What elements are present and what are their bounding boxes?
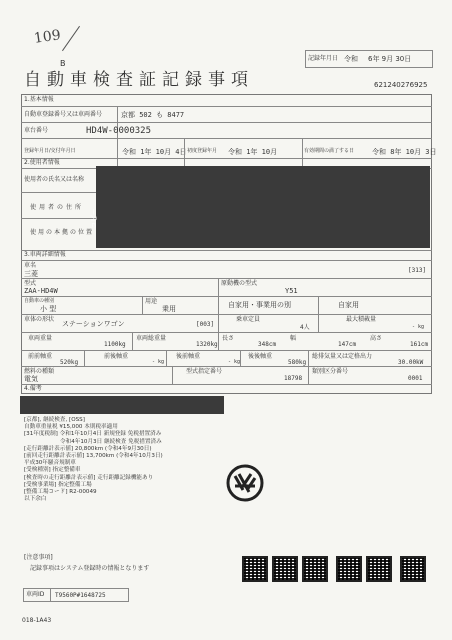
capacity-value: 4人 bbox=[300, 324, 310, 331]
first-registration-label: 初度登録年月 bbox=[187, 148, 218, 154]
registration-date-value: 令和 1年 10月 4日 bbox=[122, 148, 187, 156]
owner-info-redaction bbox=[96, 166, 430, 248]
vehicle-weight-value: 1100kg bbox=[104, 341, 126, 348]
front-axle-value: 520kg bbox=[60, 359, 79, 366]
remark-line: 令和4年10月3日 継続検査 免税措置済み bbox=[60, 438, 162, 445]
expiry-value: 令和 8年 10月 3日 bbox=[372, 148, 437, 156]
engine-label: 原動機の型式 bbox=[221, 280, 258, 287]
body-shape-code: [003] bbox=[196, 321, 215, 328]
displacement-label: 総排気量又は定格出力 bbox=[312, 353, 373, 360]
pen-stroke bbox=[62, 26, 80, 51]
qr-code-icon bbox=[336, 556, 362, 582]
capacity-label: 乗車定員 bbox=[236, 316, 261, 323]
rear-axle-label: 後後軸重 bbox=[248, 353, 273, 360]
model-value: ZAA-HD4W bbox=[24, 287, 58, 295]
remark-line: [京都], 継続検査, [OSS] bbox=[24, 417, 85, 423]
remark-line: [整備工場コード] R2-00049 bbox=[24, 488, 97, 495]
form-code: 018-1A43 bbox=[22, 617, 52, 624]
vin-value: HD4W-0000325 bbox=[86, 126, 152, 136]
remarks-redaction bbox=[20, 396, 224, 414]
width-value: 147cm bbox=[338, 341, 357, 348]
qr-code-icon bbox=[400, 556, 426, 582]
section1-heading: 1.基本情報 bbox=[24, 96, 54, 103]
qr-code-icon bbox=[302, 556, 328, 582]
remarks-list bbox=[24, 418, 254, 504]
gross-weight-value: 1320kg bbox=[196, 341, 218, 348]
document-title: 自動車検査証記録事項 bbox=[24, 70, 254, 90]
registration-date-label: 登録年月日/交付年月日 bbox=[24, 148, 76, 154]
fuel-value: 電気 bbox=[24, 375, 38, 383]
rear-axle-value: 580kg bbox=[288, 359, 307, 366]
remark-line: 以下余白 bbox=[24, 496, 47, 503]
reg-number-value: 京都 502 も 8477 bbox=[121, 111, 185, 119]
vehicle-type-label: 自動車の種別 bbox=[24, 298, 55, 304]
width-label: 幅 bbox=[290, 335, 297, 342]
qr-code-icon bbox=[242, 556, 268, 582]
use-label: 用途 bbox=[145, 298, 158, 305]
document-number: 621240276925 bbox=[374, 81, 428, 89]
height-value: 161cm bbox=[410, 341, 429, 348]
vehicle-id-value: T9560P#1648725 bbox=[55, 592, 106, 599]
body-shape-label: 車体の形状 bbox=[24, 316, 55, 323]
record-date-era: 令和 bbox=[344, 55, 358, 63]
record-date-value: 6年 9月 30日 bbox=[368, 55, 412, 63]
front-rear-axle-value: - kg bbox=[152, 359, 165, 365]
height-label: 高さ bbox=[370, 335, 383, 342]
remark-line: [受検事業場] 指定整備工場 bbox=[24, 481, 92, 488]
max-load-value: - kg bbox=[412, 324, 425, 330]
owner-address-label: 使用者の住所 bbox=[30, 204, 85, 211]
engine-value: Y51 bbox=[285, 287, 298, 295]
owner-name-label: 使用者の氏名又は名称 bbox=[24, 176, 85, 183]
notes-heading: [注意事項] bbox=[24, 554, 53, 561]
use-value: 乗用 bbox=[162, 305, 176, 313]
remark-line: [31年度税制] 令和1年10月4日 新規登録 免税措置済み bbox=[24, 431, 162, 438]
gross-weight-label: 車両総重量 bbox=[136, 335, 167, 342]
front-rear-axle-label: 前後軸重 bbox=[104, 353, 129, 360]
remark-line: [受検種別] 指定整備車 bbox=[24, 467, 81, 474]
displacement-value: 30.00kW bbox=[398, 359, 424, 366]
length-value: 348cm bbox=[258, 341, 277, 348]
private-business-value: 自家用 bbox=[338, 301, 359, 309]
body-shape-value: ステーションワゴン bbox=[62, 320, 125, 328]
remark-line: [検査時の走行距離計表示値] 走行距離記録機能あり bbox=[24, 474, 154, 481]
rear-front-axle-label: 後前軸重 bbox=[176, 353, 201, 360]
notes-text: 記録事項はシステム登録時の情報となります bbox=[30, 565, 150, 572]
type-designation-label: 型式指定番号 bbox=[186, 368, 223, 375]
qr-code-icon bbox=[272, 556, 298, 582]
front-axle-label: 前前軸重 bbox=[28, 353, 53, 360]
section3-heading: 3.車両詳細情報 bbox=[24, 251, 66, 258]
vehicle-id-label: 車両ID bbox=[26, 591, 45, 598]
type-designation-value: 18798 bbox=[284, 375, 303, 382]
first-registration-value: 令和 1年 10月 bbox=[228, 148, 278, 156]
maker-code: [313] bbox=[408, 267, 427, 274]
remark-line: [走行距離計表示値] 20,800km (令和4年9月30日) bbox=[24, 445, 152, 452]
maker-value: 三菱 bbox=[24, 270, 38, 278]
vehicle-type-value: 小 型 bbox=[40, 305, 57, 313]
expiry-label: 有効期間の満了する日 bbox=[304, 148, 355, 154]
rear-front-axle-value: - kg bbox=[228, 359, 241, 365]
record-date-label: 記録年月日 bbox=[308, 55, 339, 62]
remark-line: [前回走行距離計表示値] 13,700km (令和4年10月3日) bbox=[24, 452, 163, 459]
maker-label: 車名 bbox=[24, 262, 37, 269]
private-business-label: 自家用・事業用の別 bbox=[228, 301, 291, 309]
handwritten-note: 109 bbox=[33, 27, 62, 47]
official-seal-icon bbox=[225, 464, 265, 502]
base-location-label: 使用の本拠の位置 bbox=[30, 229, 95, 236]
redaction-stamp: コピー bbox=[89, 208, 98, 229]
length-label: 長さ bbox=[222, 335, 235, 342]
vehicle-weight-label: 車両重量 bbox=[28, 335, 53, 342]
section4-heading: 4.備考 bbox=[24, 385, 42, 392]
max-load-label: 最大積載量 bbox=[346, 316, 377, 323]
remark-line: 平成30年騒音規制車 bbox=[24, 460, 76, 467]
model-label: 型式 bbox=[24, 280, 37, 287]
remark-line: 自動車重量税 ¥15,000 本則税率適用 bbox=[24, 424, 118, 431]
category-label: 類別区分番号 bbox=[312, 368, 349, 375]
category-value: 0001 bbox=[408, 375, 423, 382]
reg-number-label: 自動車登録番号又は車両番号 bbox=[24, 111, 103, 118]
fuel-label: 燃料の種類 bbox=[24, 368, 55, 375]
qr-code-icon bbox=[366, 556, 392, 582]
section2-heading: 2.使用者情報 bbox=[24, 159, 60, 166]
doc-mark: B bbox=[60, 59, 66, 68]
vin-label: 車台番号 bbox=[24, 127, 49, 134]
